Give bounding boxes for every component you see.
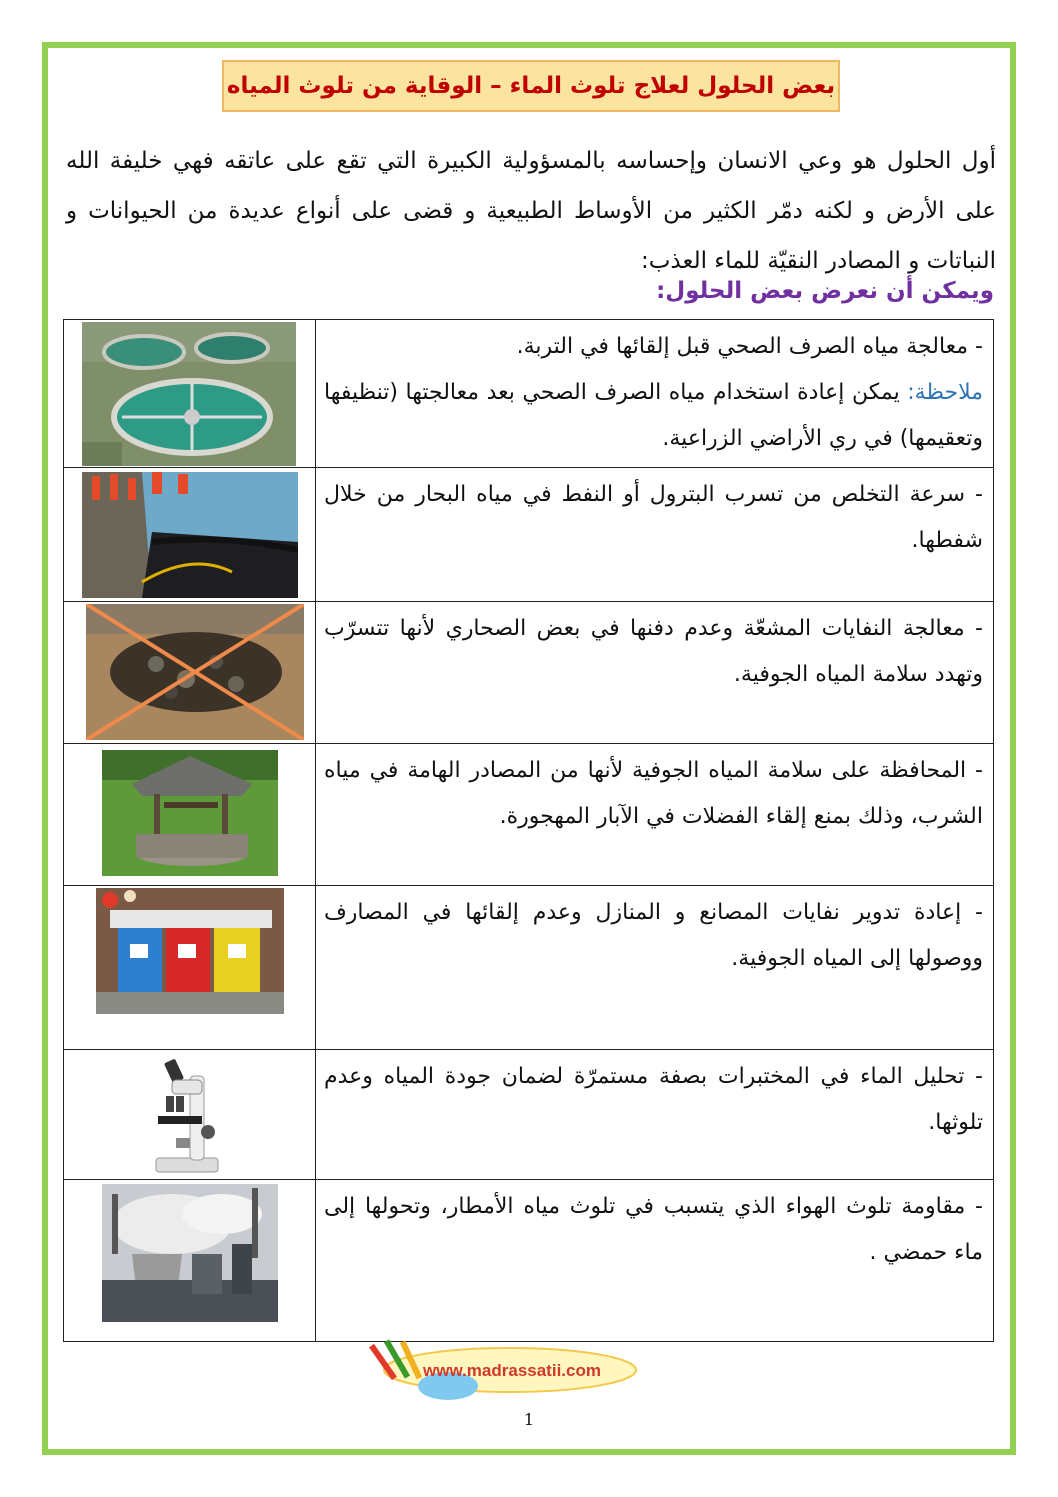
note-label: ملاحظة:	[907, 380, 983, 405]
microscope-image	[152, 1054, 230, 1176]
row-text	[324, 890, 983, 982]
table-row	[64, 602, 993, 744]
solution-text: - معالجة مياه الصرف الصحي قبل إلقائها في التربة.	[516, 334, 983, 359]
row-text	[324, 1054, 983, 1146]
row-text	[324, 1184, 983, 1276]
note-paragraph	[324, 370, 983, 462]
image-cell	[64, 744, 316, 885]
row-text	[324, 606, 983, 698]
table-row	[64, 1050, 993, 1180]
website-url: www.madrassatii.com	[423, 1361, 601, 1380]
row-text	[324, 748, 983, 840]
image-cell	[64, 1050, 316, 1179]
water-well-image	[102, 750, 278, 876]
table-row	[64, 468, 993, 602]
wastewater-treatment-plant-image	[82, 322, 296, 466]
page-title: بعض الحلول لعلاج تلوث الماء – الوقاية من تلوث المياه	[222, 60, 840, 112]
image-cell	[64, 602, 316, 743]
intro-paragraph: أول الحلول هو وعي الانسان وإحساسه بالمسؤولية الكبيرة التي تقع على عاتقه فهي خليفة الله على الأرض و لكنه دمّر الكثير من الأوساط الطبيعية و قضى على أنواع عديدة من الحيوانات و النباتات و المصادر النقيّة للماء العذب:	[66, 148, 996, 274]
image-cell	[64, 886, 316, 1049]
factory-pollution-image	[102, 1184, 278, 1322]
solution-text: - تحليل الماء في المختبرات بصفة مستمرّة لضمان جودة المياه وعدم تلوثها.	[324, 1064, 983, 1135]
image-cell	[64, 320, 316, 467]
oil-spill-cleanup-image	[82, 472, 298, 598]
buried-waste-image	[86, 604, 304, 740]
image-cell	[64, 1180, 316, 1341]
solution-text: - المحافظة على سلامة المياه الجوفية لأنها من المصادر الهامة في مياه الشرب، وذلك بمنع إلقاء الفضلات في الآبار المهجورة.	[324, 758, 983, 829]
solution-text: - معالجة النفايات المشعّة وعدم دفنها في بعض الصحاري لأنها تتسرّب وتهدد سلامة المياه الجوفية.	[324, 616, 983, 687]
table-row	[64, 886, 993, 1050]
table-row	[64, 1180, 993, 1341]
solution-text: - مقاومة تلوث الهواء الذي يتسبب في تلوث مياه الأمطار، وتحولها إلى ماء حمضي .	[324, 1194, 983, 1265]
note-text: يمكن إعادة استخدام مياه الصرف الصحي بعد معالجتها (تنظيفها وتعقيمها) في ري الأراضي الزراعية.	[324, 380, 983, 451]
page-number: 1	[523, 1410, 535, 1429]
website-logo	[360, 1332, 650, 1408]
solution-text: - سرعة التخلص من تسرب البترول أو النفط في مياه البحار من خلال شفطها.	[324, 482, 983, 553]
table-row	[64, 320, 993, 468]
recycling-bins-image	[96, 888, 284, 1014]
solutions-table	[63, 319, 994, 1342]
image-cell	[64, 468, 316, 601]
row-text	[324, 324, 983, 462]
solution-text: - إعادة تدوير نفايات المصانع و المنازل وعدم إلقائها في المصارف ووصولها إلى المياه الجوفية.	[324, 900, 983, 971]
table-row	[64, 744, 993, 886]
row-text	[324, 472, 983, 564]
solutions-heading: ويمكن أن نعرض بعض الحلول:	[656, 278, 994, 304]
